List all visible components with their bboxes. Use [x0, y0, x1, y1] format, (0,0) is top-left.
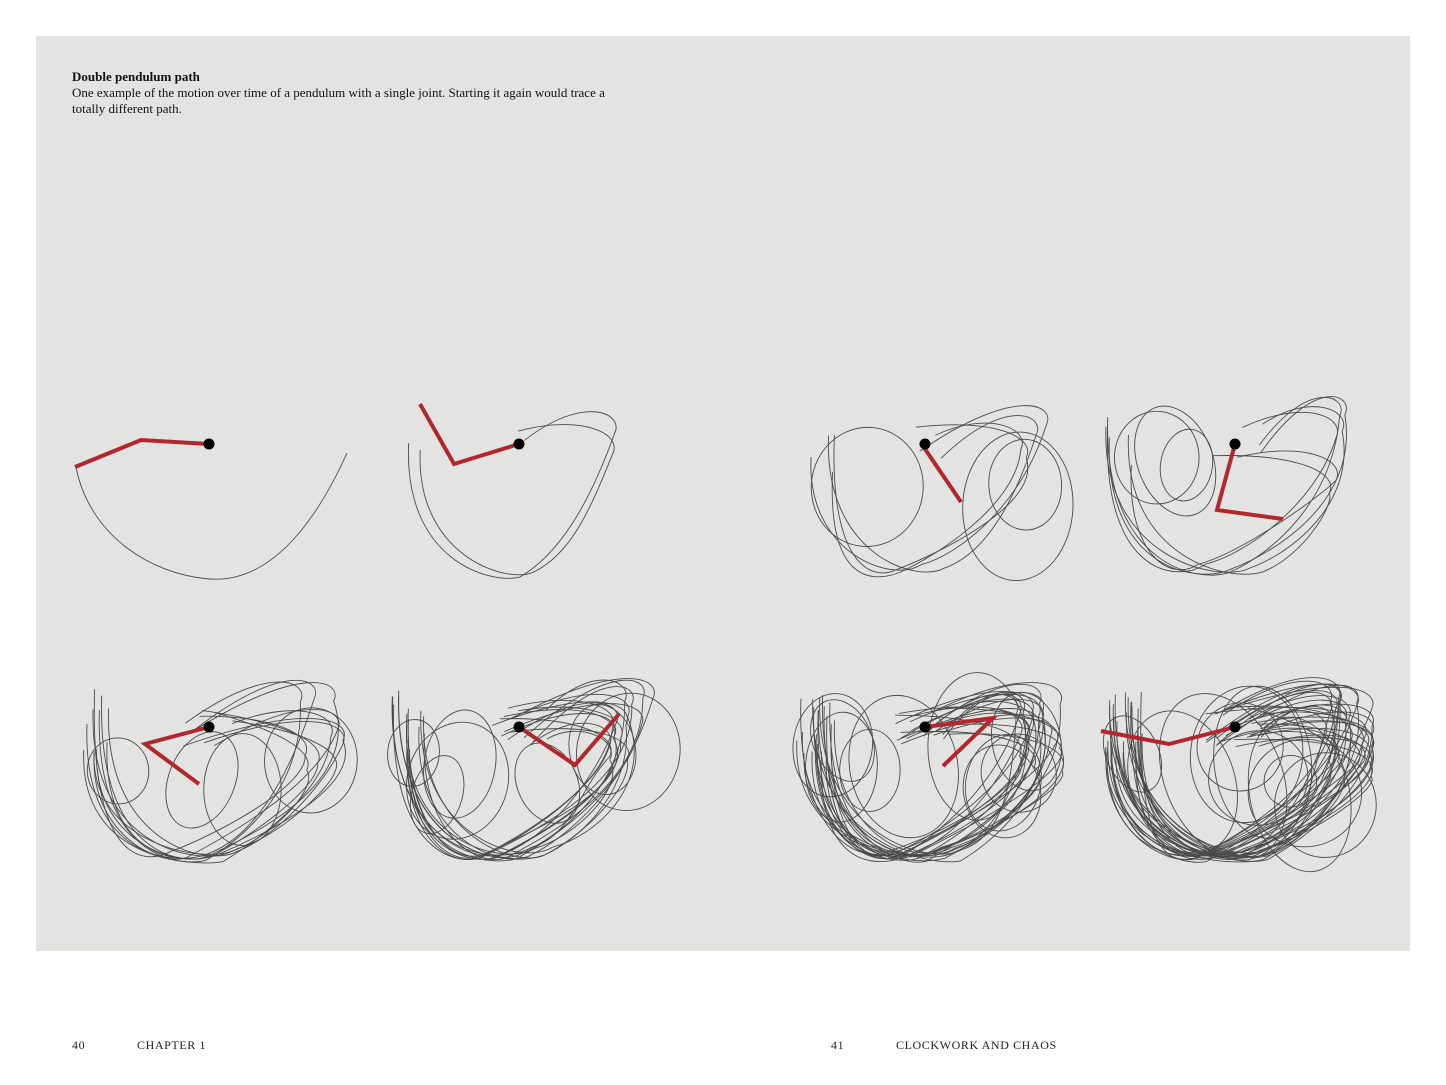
- pivot-dot: [1230, 722, 1241, 733]
- frame-8: [1092, 674, 1383, 882]
- pendulum-arm: [925, 718, 993, 766]
- frame-6: [385, 679, 690, 861]
- right-page-number: 41: [831, 1038, 845, 1052]
- pivot-dot: [1230, 439, 1241, 450]
- trace-path: [1092, 674, 1383, 882]
- trace-path: [806, 406, 1076, 584]
- pivot-dot: [204, 439, 215, 450]
- right-running-head: CLOCKWORK AND CHAOS: [896, 1038, 1057, 1052]
- frame-4: [1106, 394, 1347, 575]
- trace-path: [1106, 394, 1347, 575]
- frame-7: [787, 672, 1070, 862]
- pivot-dot: [204, 722, 215, 733]
- pendulum-arm: [75, 440, 209, 467]
- frame-5: [84, 680, 360, 863]
- left-page-number: 40: [72, 1038, 86, 1052]
- trace-path: [385, 679, 690, 861]
- left-running-head: CHAPTER 1: [137, 1038, 207, 1052]
- pivot-dot: [514, 722, 525, 733]
- frame-3: [806, 406, 1076, 584]
- pendulum-arm: [420, 404, 519, 464]
- trace-path: [787, 672, 1070, 862]
- pendulum-arm: [925, 444, 961, 502]
- pivot-dot: [920, 722, 931, 733]
- frame-2: [408, 404, 616, 578]
- trace-path: [76, 453, 347, 579]
- figure-title: Double pendulum path: [72, 69, 200, 84]
- pivot-dot: [920, 439, 931, 450]
- figure-description: One example of the motion over time of a pendulum with a single joint. Starting it again would trace a totally different path.: [72, 85, 605, 116]
- pivot-dot: [514, 439, 525, 450]
- frame-1: [75, 439, 347, 580]
- trace-path: [84, 680, 360, 863]
